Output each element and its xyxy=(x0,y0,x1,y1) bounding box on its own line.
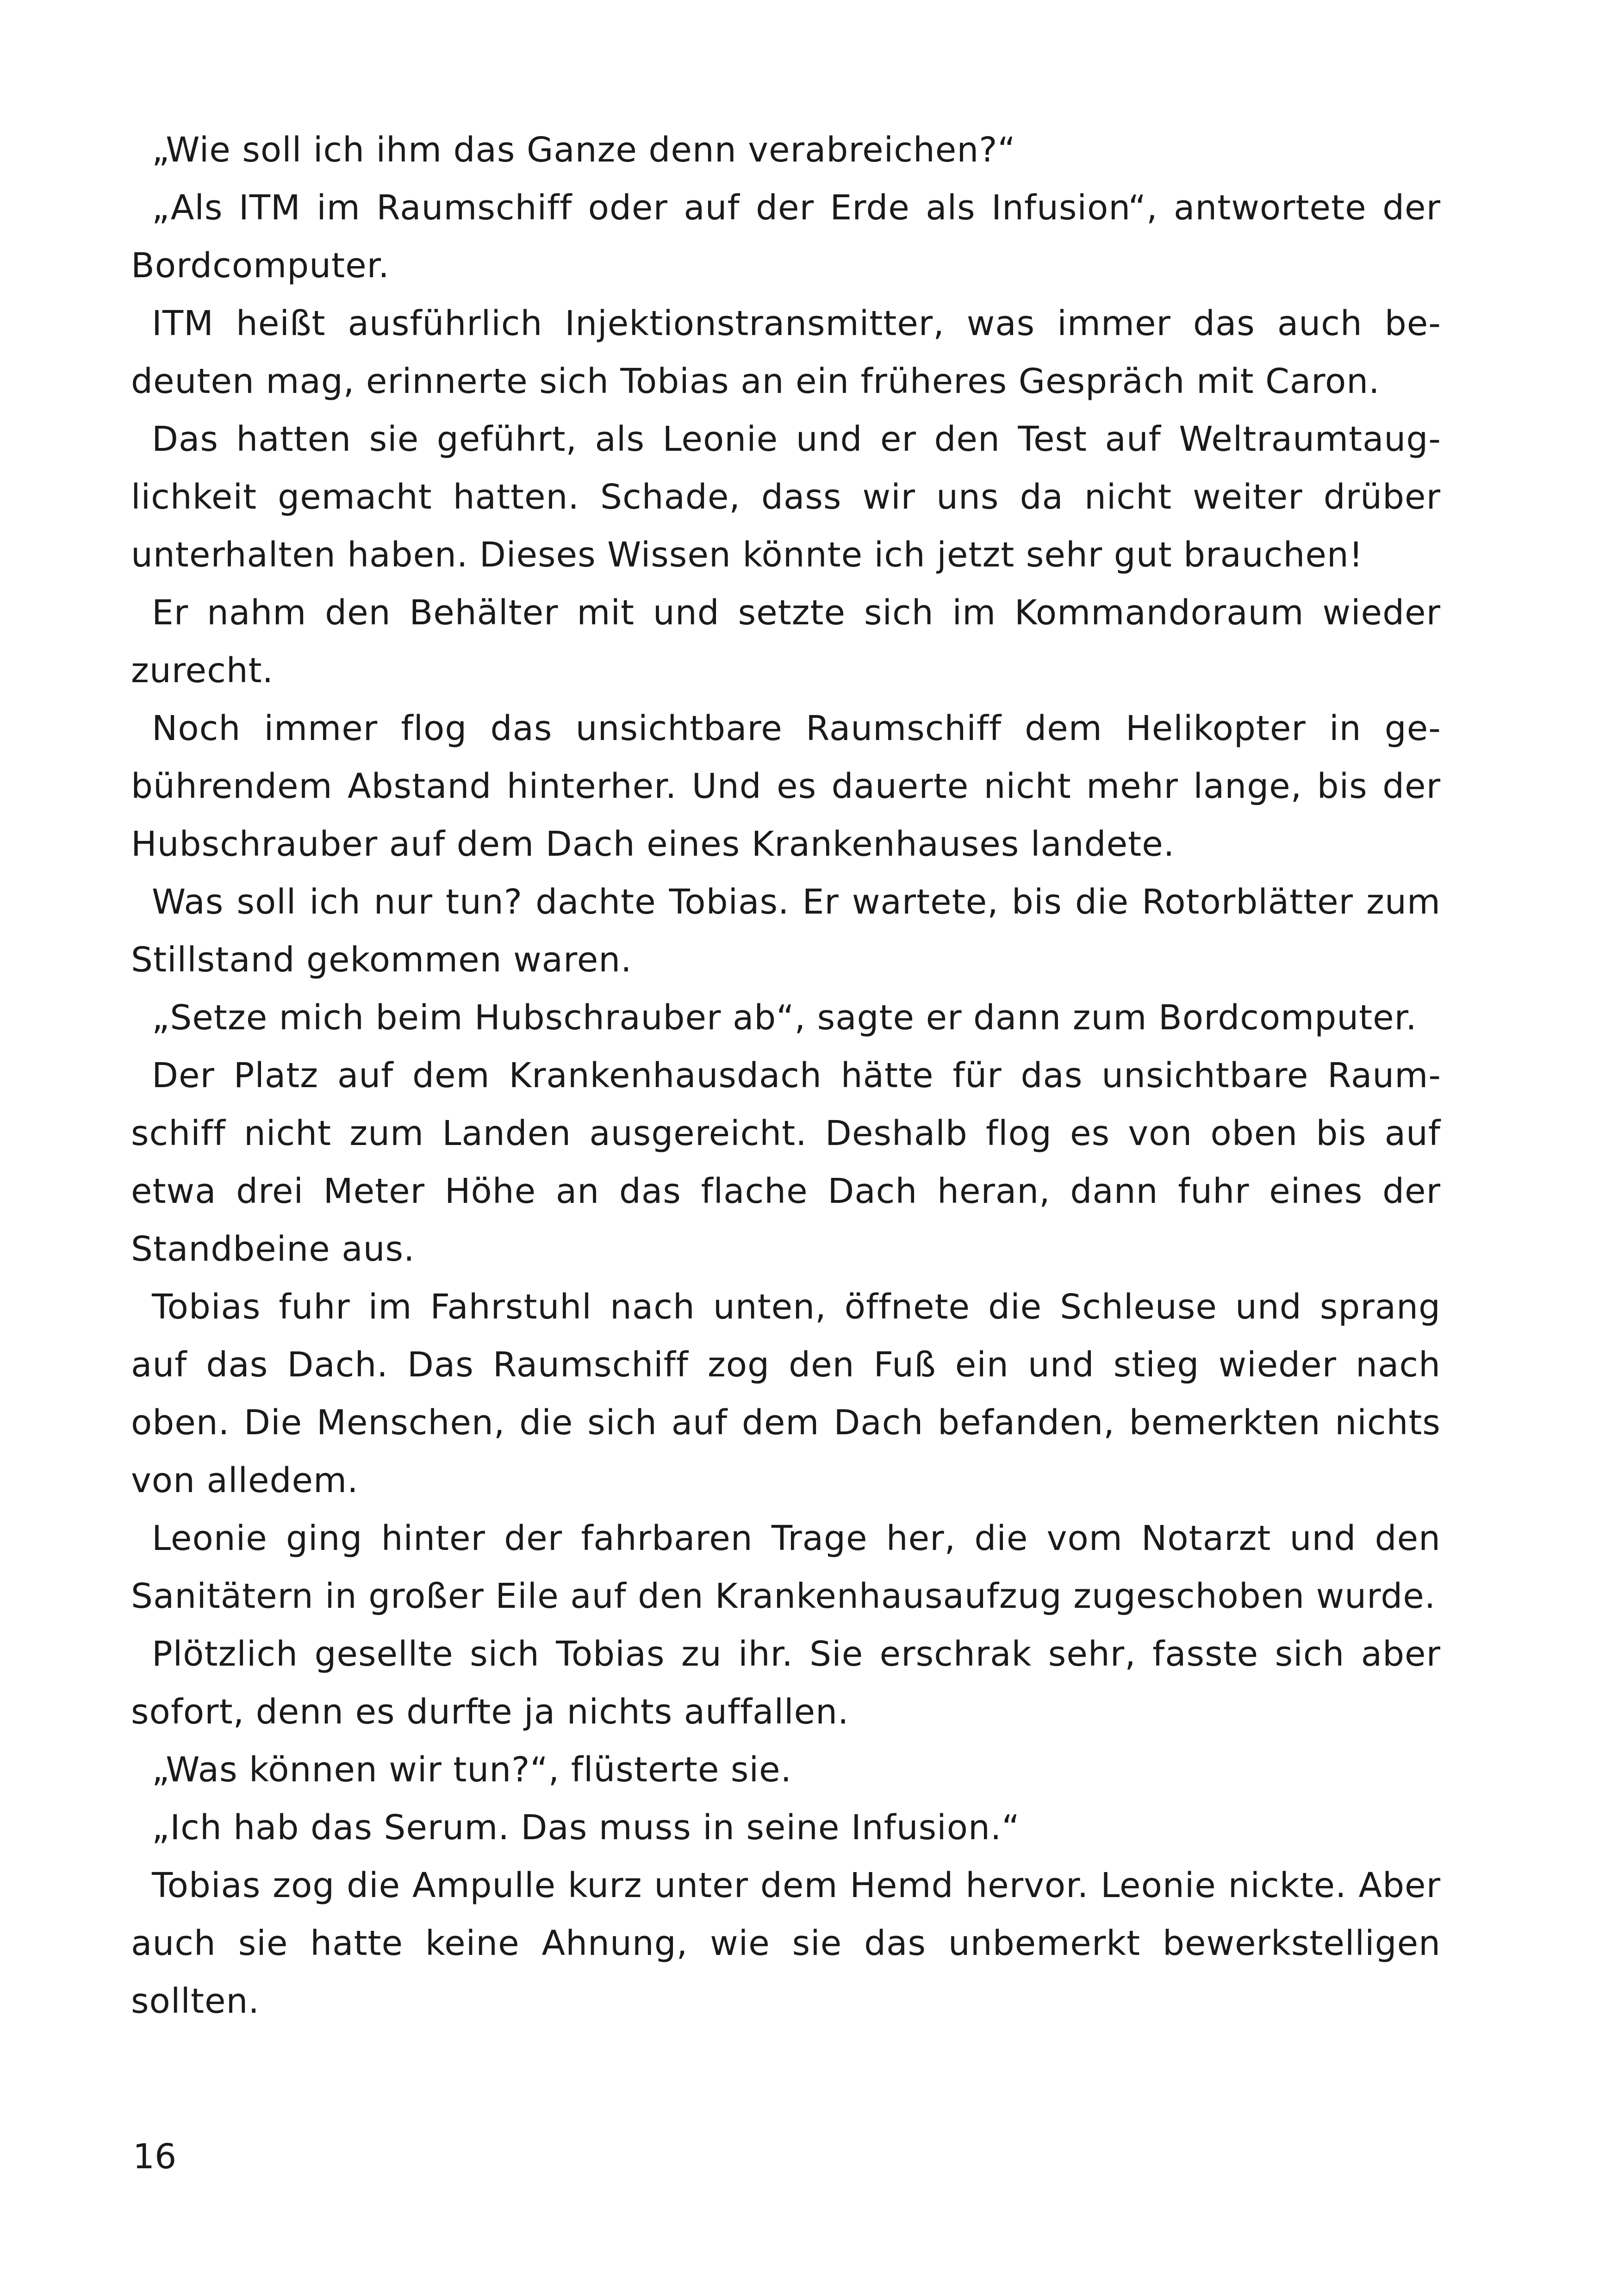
paragraph: „Als ITM im Raumschiff oder auf der Erde als Infusion“, antwortete der Bordcomputer. xyxy=(131,188,1441,286)
paragraph: „Setze mich beim Hubschrauber ab“, sagte er dann zum Bordcomputer. xyxy=(152,998,1417,1038)
paragraph: Was soll ich nur tun? dachte Tobias. Er wartete, bis die Rotorblätter zum Stillstand gekommen waren. xyxy=(131,882,1441,980)
paragraph: Tobias zog die Ampulle kurz unter dem Hemd hervor. Leonie nickte. Aber auch sie hatte keine Ahnung, wie sie das unbemerkt bewerkstelligen sollten. xyxy=(131,1866,1441,2021)
paragraph: Plötzlich gesellte sich Tobias zu ihr. Sie erschrak sehr, fasste sich aber sofort, denn es durfte ja nichts auffallen. xyxy=(131,1634,1441,1732)
paragraph: Er nahm den Behälter mit und setzte sich im Kommandoraum wieder zurecht. xyxy=(131,593,1441,691)
paragraph: Leonie ging hinter der fahrbaren Trage her, die vom Notarzt und den Sanitätern in großer Eile auf den Krankenhausaufzug zugeschoben wurde. xyxy=(131,1518,1441,1616)
paragraph: „Wie soll ich ihm das Ganze denn verabreichen?“ xyxy=(152,130,1016,170)
paragraph: ITM heißt ausführlich Injektionstransmitter, was immer das auch bedeuten mag, erinnerte sich Tobias an ein früheres Gespräch mit Caron. xyxy=(131,304,1441,401)
paragraph: Der Platz auf dem Krankenhausdach hätte für das unsichtbare Raumschiff nicht zum Landen ausgereicht. Deshalb flog es von oben bis auf etwa drei Meter Höhe an das flache Dach heran, dann fuhr eines der Standbeine aus. xyxy=(131,1056,1441,1269)
paragraph: Tobias fuhr im Fahrstuhl nach unten, öffnete die Schleuse und sprang auf das Dach. Das Raumschiff zog den Fuß ein und stieg wieder nach oben. Die Menschen, die sich auf dem Dach befanden, bemerkten nichts von alledem. xyxy=(131,1287,1441,1500)
paragraph: Das hatten sie geführt, als Leonie und er den Test auf Weltraumtauglichkeit gemacht hatten. Schade, dass wir uns da nicht weiter drüber unterhalten haben. Dieses Wissen könnte ich jetzt sehr gut brauchen! xyxy=(131,419,1441,575)
paragraph: „Was können wir tun?“, flüsterte sie. xyxy=(152,1750,792,1790)
book-page-text xyxy=(131,121,1441,2030)
paragraph: Noch immer flog das unsichtbare Raumschiff dem Helikopter in gebührendem Abstand hinterher. Und es dauerte nicht mehr lange, bis der Hubschrauber auf dem Dach eines Krankenhauses landete. xyxy=(131,709,1441,864)
paragraph: „Ich hab das Serum. Das muss in seine Infusion.“ xyxy=(152,1808,1020,1848)
page-number: 16 xyxy=(133,2137,177,2177)
